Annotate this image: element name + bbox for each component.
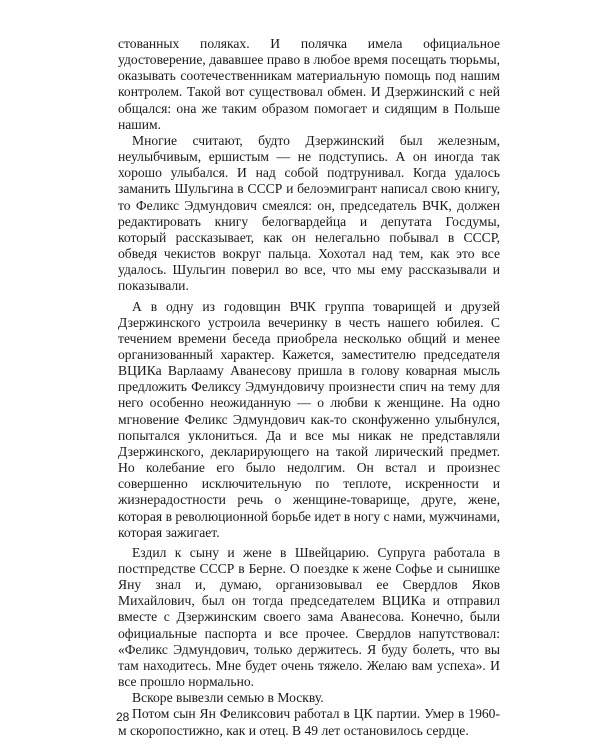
paragraph-1: стованных поляках. И полячка имела официальное удостоверение, дававшее право в любое время посещать тюрьмы, оказывать соотечественникам материальную помощь под нашим контролем. Такой вот существовал обмен. И Дзержинский с ней общался: она же таким образом помогает и сидящим в Польше нашим. — [118, 36, 500, 132]
paragraph-6: Потом сын Ян Феликсович работал в ЦК партии. Умер в 1960-м скоропостижно, как и отец. В 49 лет остановилось сердце. — [118, 706, 500, 738]
paragraph-2: Многие считают, будто Дзержинский был железным, неулыбчивым, ершистым — не подступись. А он иногда так хорошо улыбался. И над собой подтрунивал. Когда удалось заманить Шульгина в СССР и белоэмигрант написал свою книгу, то Феликс Эдмундович смеялся: он, председатель ВЧК, должен редактировать книгу белогвардейца и депутата Госдумы, который рассказывает, как он нелегально побывал в СССР, обведя чекистов вокруг пальца. Хохотал над тем, как это все удалось. Шульгин поверил во все, что мы ему рассказывали и показывали. — [118, 132, 500, 294]
paragraph-4: Ездил к сыну и жене в Швейцарию. Супруга работала в постпредстве СССР в Берне. О поездке к жене Софье и сынишке Яну знал и, думаю, организовывал ее Свердлов Яков Михайлович, был он тогда председателем ВЦИКа и отправил вместе с Дзержинским своего зама Аванесова. Конечно, были официальные паспорта и все прочее. Свердлов напутствовал: «Феликс Эдмундович, только держитесь. Я буду болеть, что вы там находитесь. Мне будет очень тяжело. Желаю вам успеха». И все прошло нормально. — [118, 544, 500, 690]
paragraph-5: Вскоре вывезли семью в Москву. — [132, 690, 324, 706]
paragraph-3: А в одну из годовщин ВЧК группа товарищей и друзей Дзержинского устроила вечеринку в честь нашего юбилея. С течением времени беседа приобрела несколько общий и менее организованный характер. Кажется, заместителю председателя ВЦИКа Варлааму Аванесову пришла в голову коварная мысль предложить Феликсу Эдмундовичу произнести спич на тему для него особенно неожиданную — о любви к женщине. На одно мгновение Феликс Эдмундович как-то сконфуженно улыбнулся, попытался уклониться. Да и все мы никак не представляли Дзержинского, декларирующего на такой лирический предмет. Но колебание его было недолгим. Он встал и произнес совершенно исключительную по теплоте, искренности и жизнерадостности речь о женщине-товарище, друге, жене, которая в революционной борьбе идет в ногу с нами, мужчинами, которая зажигает. — [118, 298, 500, 540]
page-number: 28 — [116, 710, 130, 724]
body-text — [118, 36, 500, 739]
